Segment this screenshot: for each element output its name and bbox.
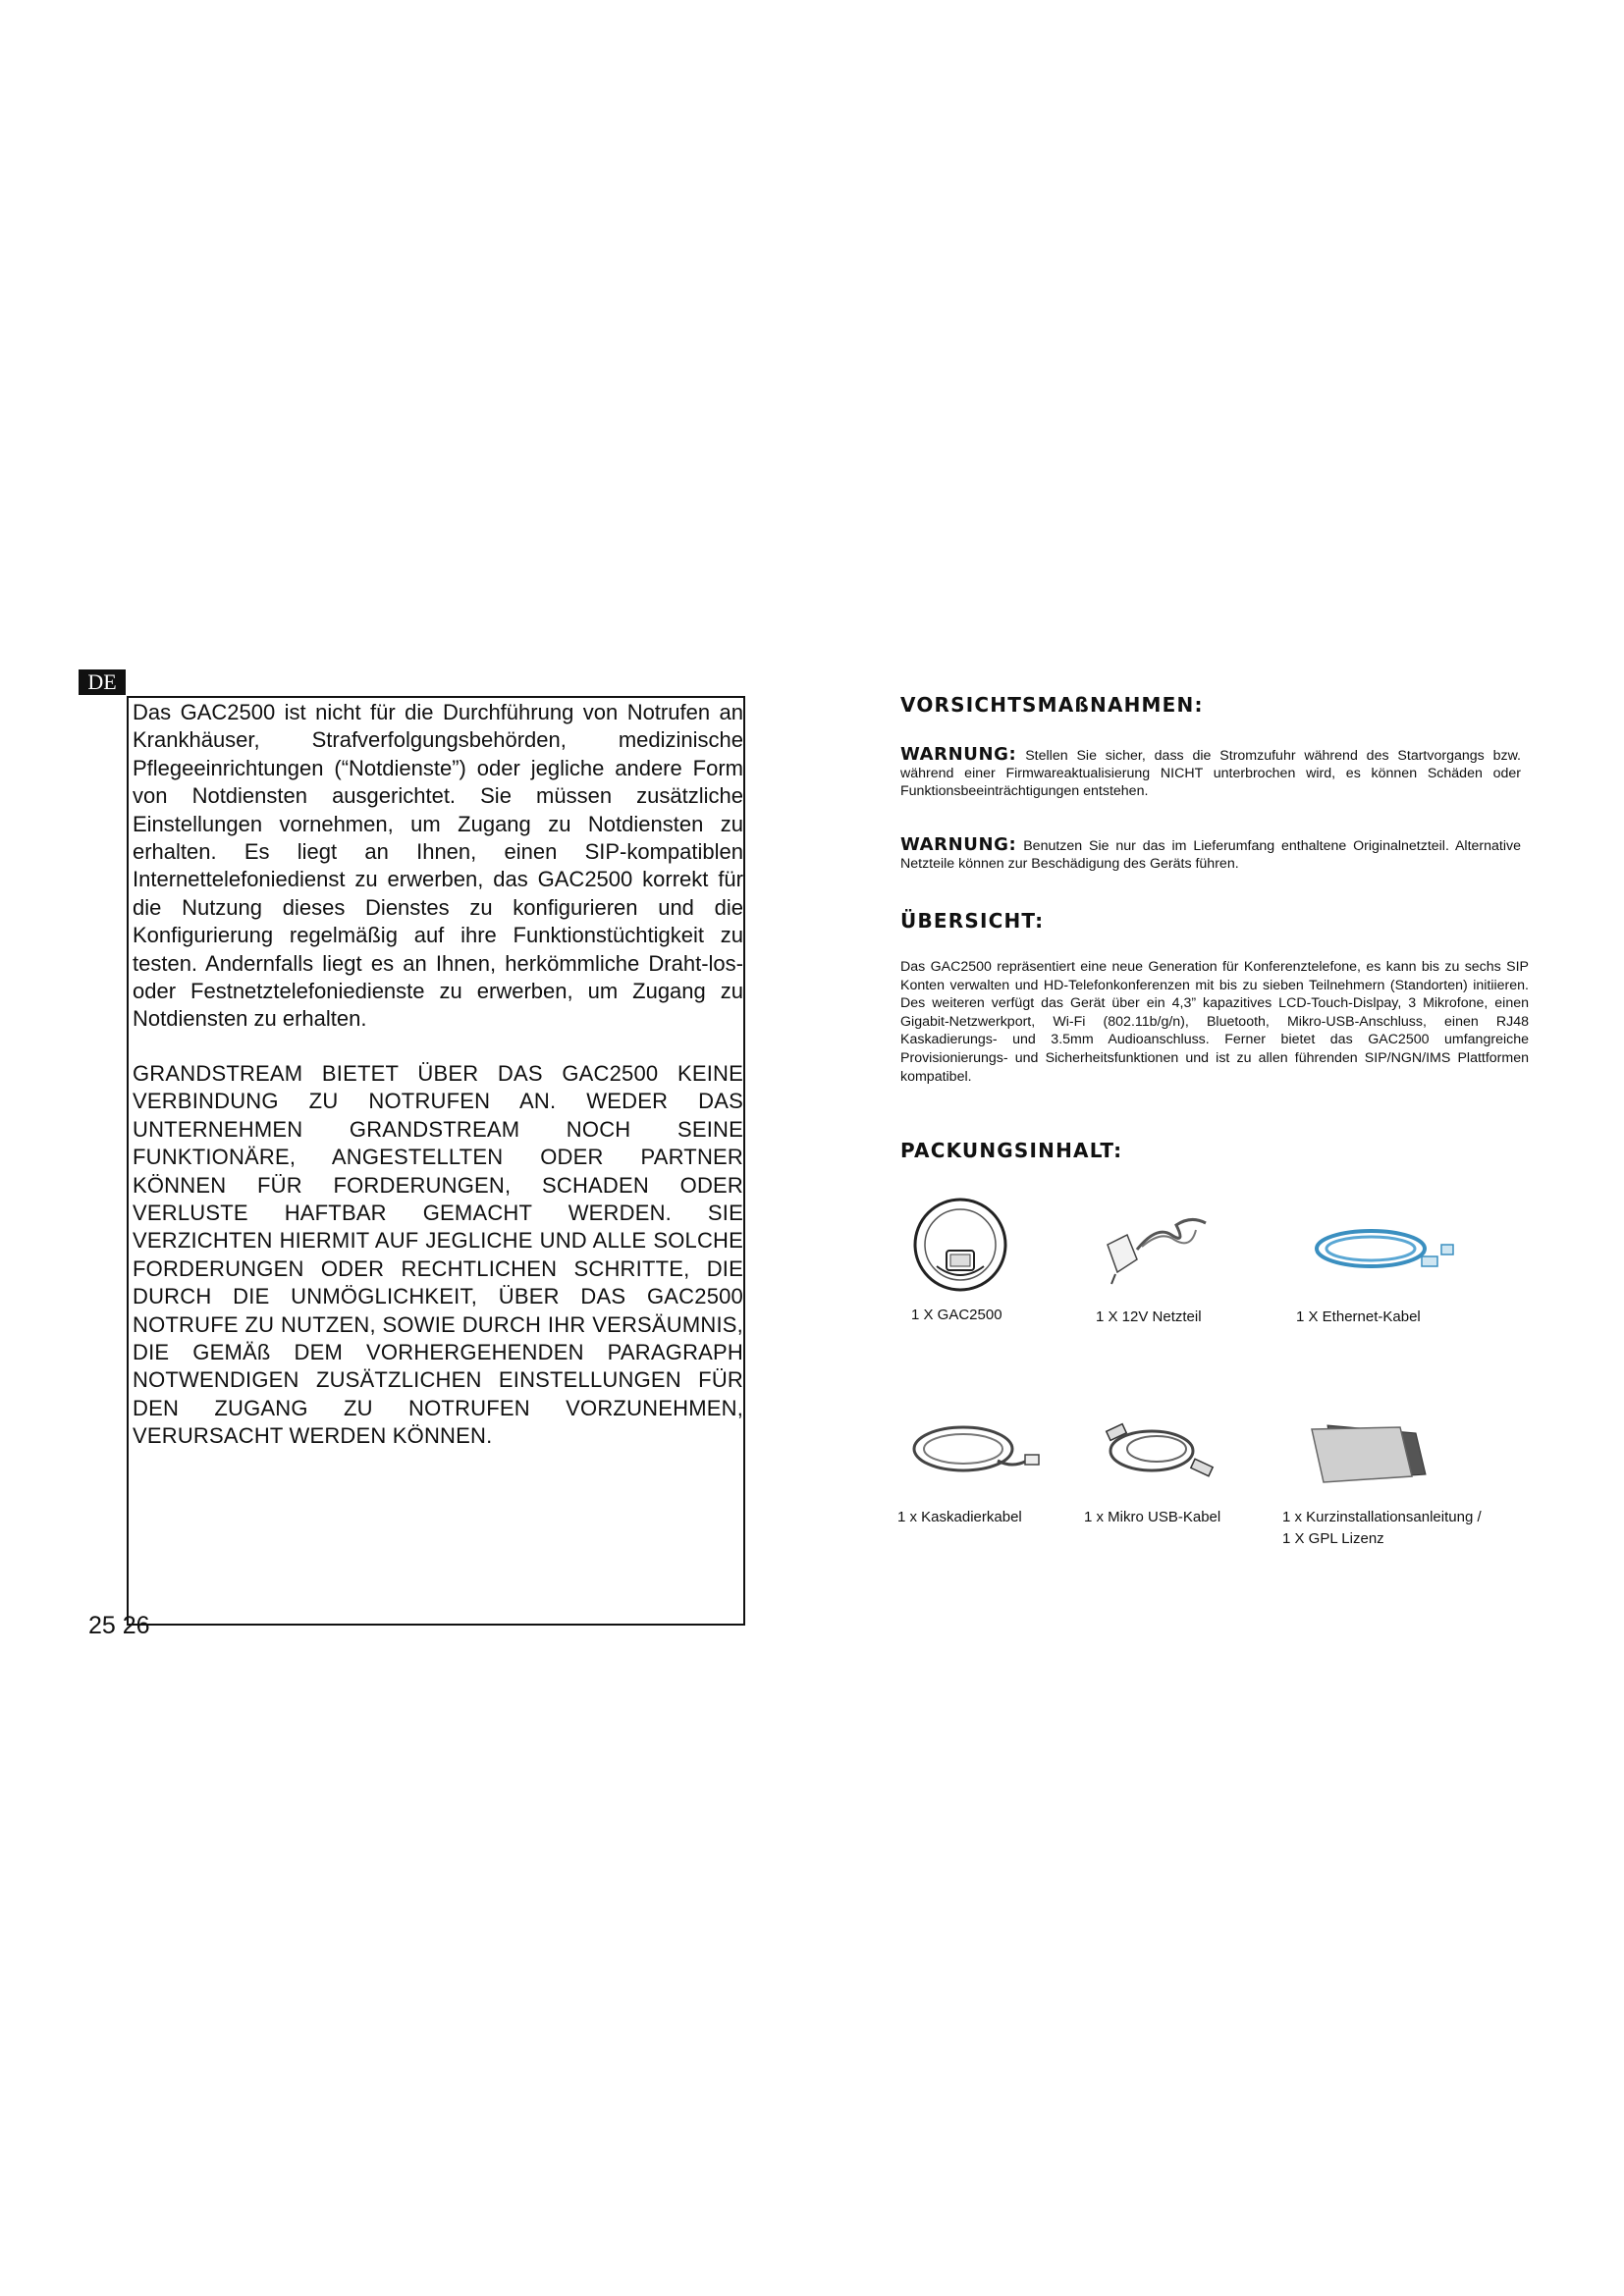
package-item-ethernet-cable xyxy=(1312,1221,1459,1280)
package-contents-heading: PACKUNGSINHALT: xyxy=(900,1139,1123,1162)
ethernet-cable-icon xyxy=(1312,1221,1459,1280)
package-item-usb-cable xyxy=(1098,1419,1225,1488)
usb-cable-icon xyxy=(1098,1419,1225,1488)
package-item-power-adapter xyxy=(1098,1205,1216,1294)
overview-heading: ÜBERSICHT: xyxy=(900,909,1045,933)
language-tag: DE xyxy=(79,669,126,695)
package-item-caption-line2: 1 X GPL Lizenz xyxy=(1282,1530,1384,1547)
package-item-caption: 1 X GAC2500 xyxy=(911,1307,1002,1323)
package-item-caption: 1 X 12V Netzteil xyxy=(1096,1308,1202,1325)
power-adapter-icon xyxy=(1098,1205,1216,1294)
package-item-gac2500 xyxy=(911,1196,1009,1294)
package-item-documents xyxy=(1298,1419,1435,1488)
warning-label: WARNUNG: xyxy=(900,744,1017,765)
package-item-caption: 1 x Kurzinstallationsanleitung / xyxy=(1282,1509,1482,1525)
overview-paragraph: Das GAC2500 repräsentiert eine neue Generation für Konferenztelefone, es kann bis zu sechs SIP Konten verwalten und HD-Telefonkonferenzen mit bis zu sieben Teilnehmern (Standorten) initiieren. Des weiteren verfügt das Gerät über ein 4,3” kapazitives LCD-Touch-Dislpay, 3 Mikrofone, einen Gigabit-Netzwerkport, Wi-Fi (802.11b/g/n), Bluetooth, Mikro-USB-Anschluss, einen RJ48 Kaskadierungs- und 3.5mm Audioanschluss. Ferner bietet das GAC2500 umfangreiche Provisionierungs- und Sicherheitsfunktionen und ist zu allen führenden SIP/NGN/IMS Plattformen kompatibel. xyxy=(900,959,1529,1085)
conference-phone-icon xyxy=(911,1196,1009,1294)
disclaimer-paragraph: GRANDSTREAM BIETET ÜBER DAS GAC2500 KEINE VERBINDUNG ZU NOTRUFEN AN. WEDER DAS UNTERNEHMEN GRANDSTREAM NOCH SEINE FUNKTIONÄRE, ANGESTELLTEN ODER PARTNER KÖNNEN FÜR FORDERUNGEN, SCHADEN ODER VERLUSTE HAFTBAR GEMACHT WERDEN. SIE VERZICHTEN HIERMIT AUF JEGLICHE UND ALLE SOLCHE FORDERUNGEN ODER RECHTLICHEN SCHRITTE, DIE DURCH DIE UNMÖGLICHKEIT, ÜBER DAS GAC2500 NOTRUFE ZU NUTZEN, SOWIE DURCH IHR VERSÄUMNIS, DIE GEMÄß DEM VORHERGEHENDEN PARAGRAPH NOTWENDIGEN ZUSÄTZLICHEN EINSTELLUNGEN FÜR DEN ZUGANG ZU NOTRUFEN VORZUNEHMEN, VERURSACHT WERDEN KÖNNEN. xyxy=(133,1061,743,1449)
documents-icon xyxy=(1298,1419,1435,1488)
warning-paragraph-1 xyxy=(900,746,1521,800)
warning-label: WARNUNG: xyxy=(900,834,1017,855)
page-numbers: 25 26 xyxy=(88,1612,150,1639)
precautions-heading: VORSICHTSMAßNAHMEN: xyxy=(900,693,1204,717)
emergency-notice-paragraph: Das GAC2500 ist nicht für die Durchführung von Notrufen an Krankhäuser, Strafverfolgungsbehörden, medizinische Pflegeeinrichtungen (“Notdienste”) oder jegliche andere Form von Notdiensten ausgerichtet. Sie müssen zusätzliche Einstellungen vornehmen, um Zugang zu Notdiensten zu erhalten. Es liegt an Ihnen, einen SIP-kompatiblen Internettelefoniedienst zu erwerben, das GAC2500 korrekt für die Nutzung dieses Dienstes zu konfigurieren und die Konfigurierung regelmäßig auf ihre Funktionstüchtigkeit zu testen. Andernfalls liegt es an Ihnen, herkömmliche Draht-los- oder Festnetztelefoniedienste zu erwerben, um Zugang zu Notdiensten zu erhalten. xyxy=(133,700,743,1032)
package-item-caption: 1 X Ethernet-Kabel xyxy=(1296,1308,1421,1325)
package-item-cascade-cable xyxy=(909,1419,1047,1488)
warning-text: Stellen Sie sicher, dass die Stromzufuhr während des Startvorgangs bzw. während einer Firmwareaktualisierung NICHT unterbrochen wird, es können Schäden oder Funktionsbeeinträchtigungen entstehen. xyxy=(900,748,1521,799)
warning-text: Benutzen Sie nur das im Lieferumfang enthaltene Originalnetzteil. Alternative Netzteile können zur Beschädigung des Geräts führen. xyxy=(900,838,1521,872)
warning-paragraph-2 xyxy=(900,836,1521,873)
package-item-caption: 1 x Mikro USB-Kabel xyxy=(1084,1509,1221,1525)
package-item-caption: 1 x Kaskadierkabel xyxy=(897,1509,1022,1525)
cascade-cable-icon xyxy=(909,1419,1047,1488)
